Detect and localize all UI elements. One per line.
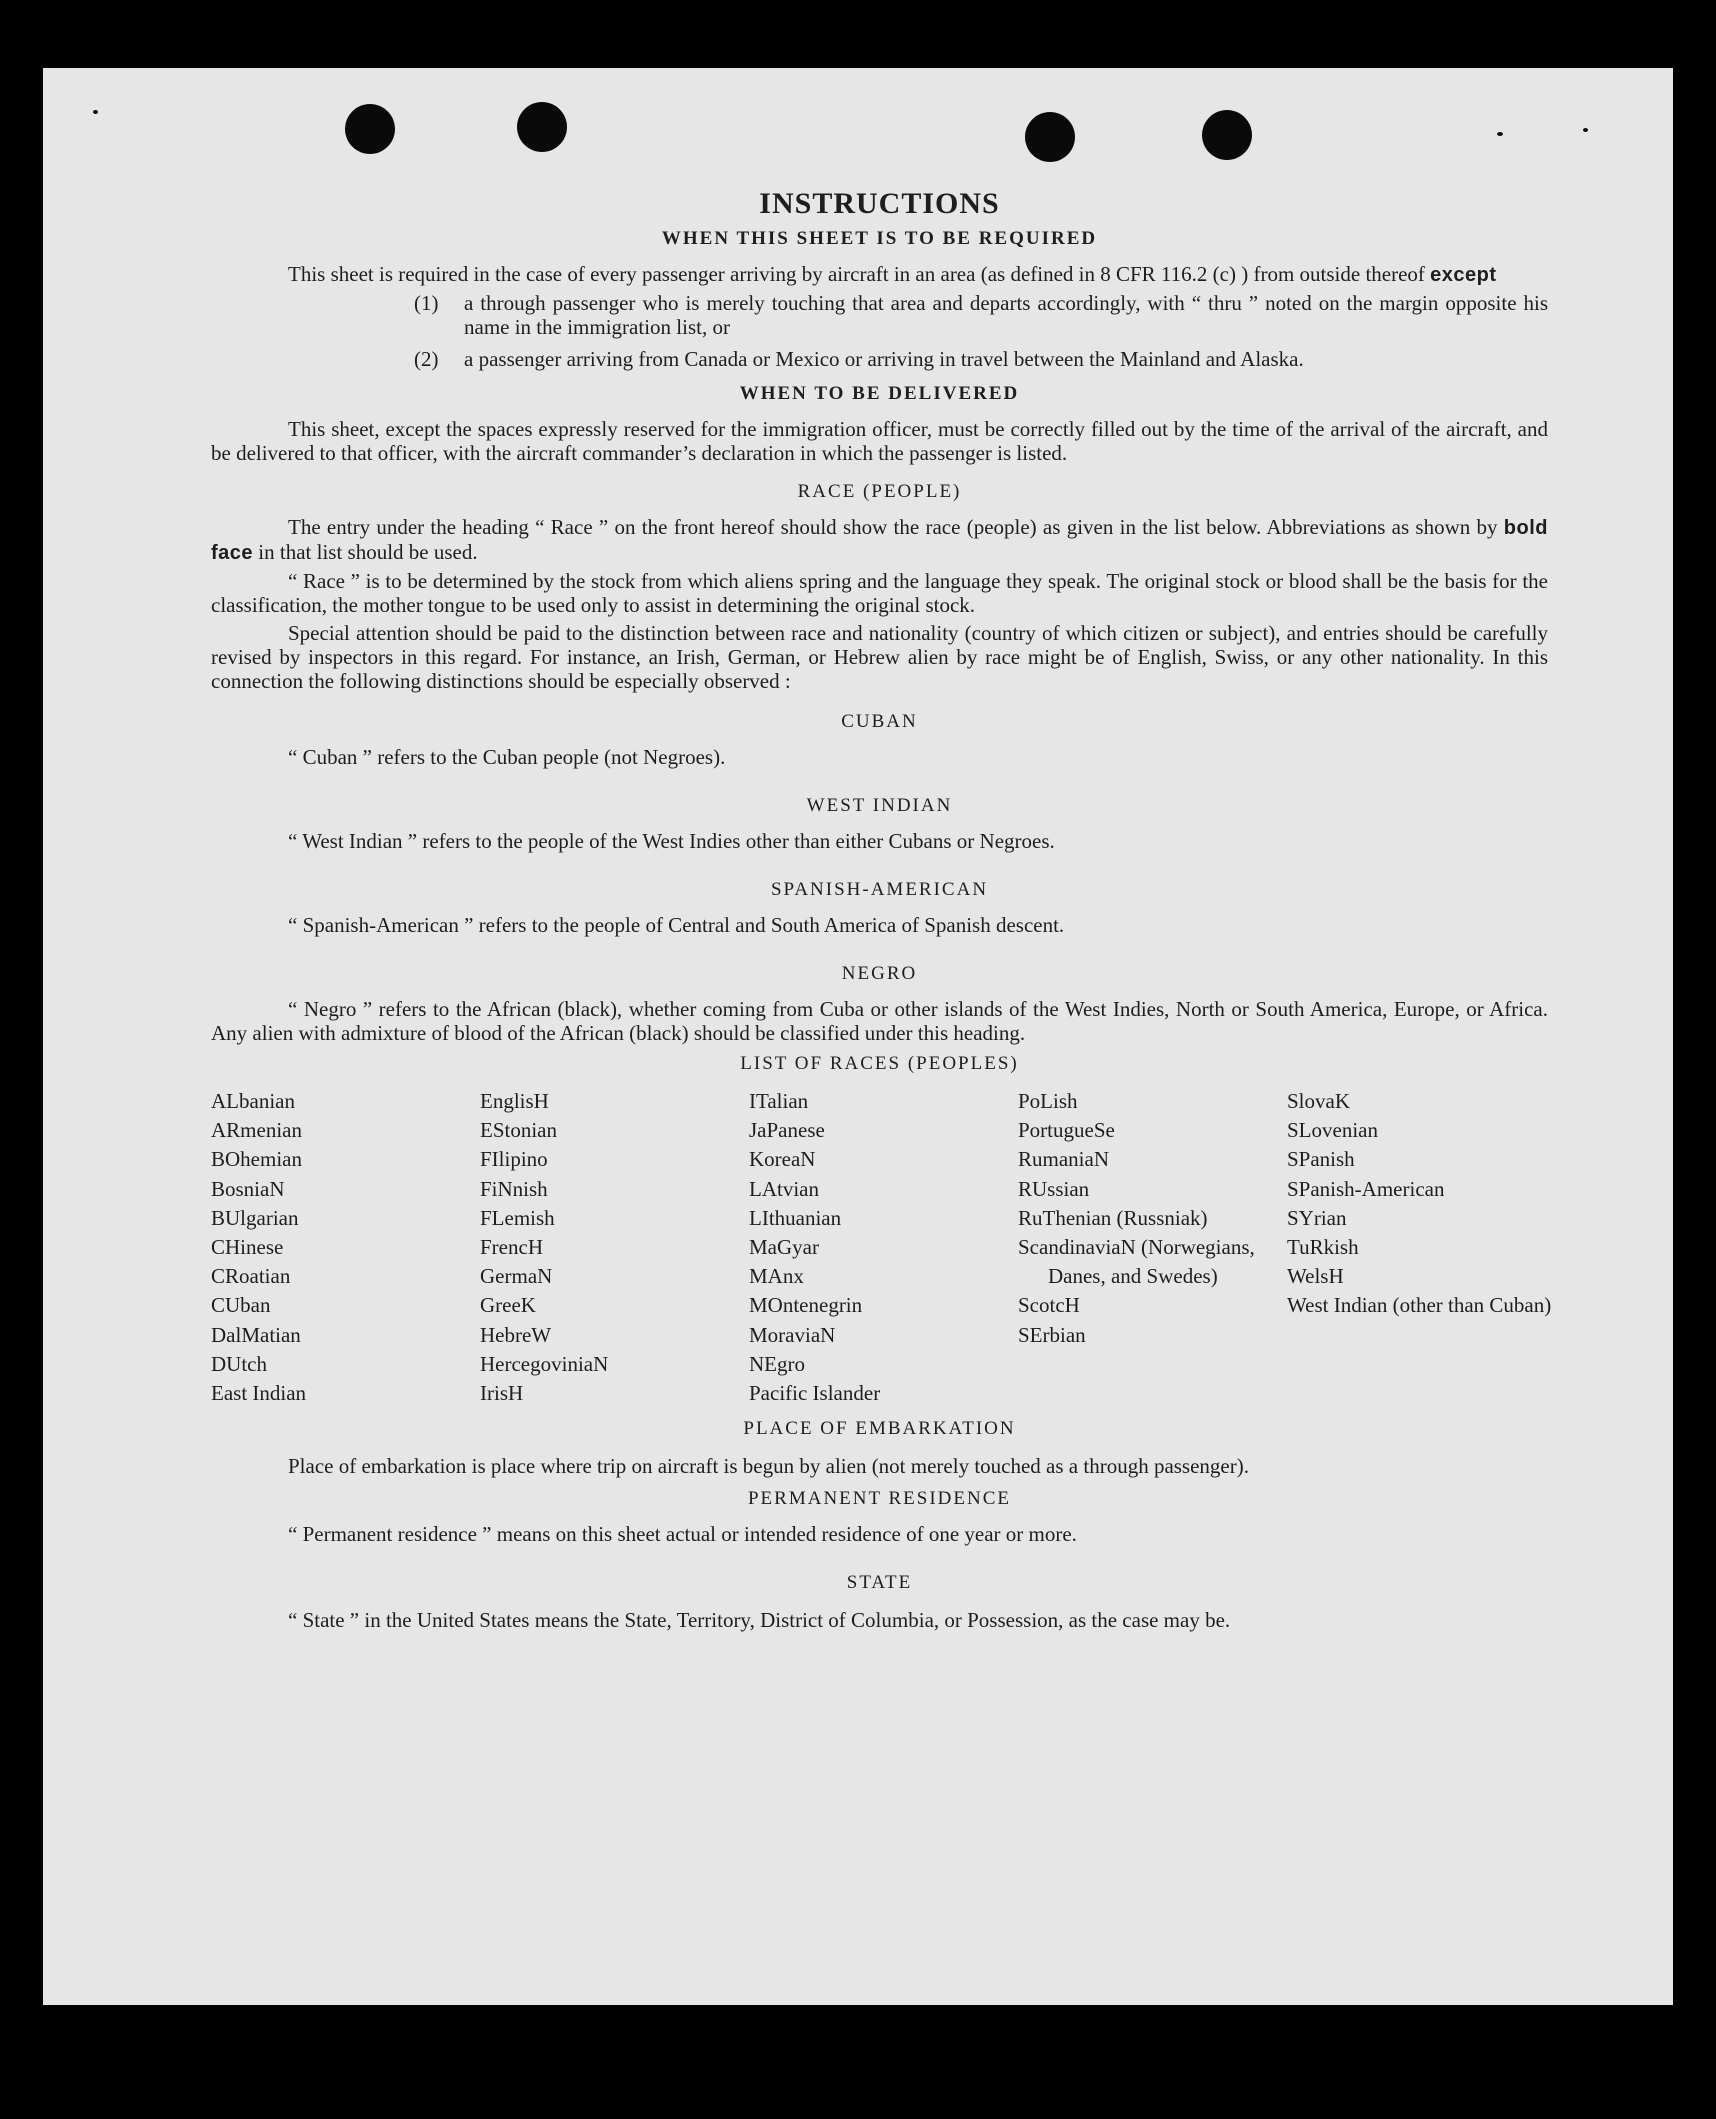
race-entry: GreeK: [480, 1293, 536, 1318]
race-entry: SYrian: [1287, 1205, 1347, 1230]
race-entry: HercegoviniaN: [480, 1351, 609, 1376]
race-entry: RUssian: [1018, 1176, 1090, 1201]
race-entry: West Indian (other than Cuban): [1287, 1293, 1552, 1318]
place-of-embarkation-text: Place of embarkation is place where trip on aircraft is begun by alien (not merely touched as a through passenger).: [288, 1454, 1249, 1479]
ink-speck: [93, 110, 98, 114]
races-column-3: [749, 1087, 1018, 1408]
race-entry: LIthuanian: [749, 1205, 842, 1230]
punch-hole-1: [345, 104, 395, 154]
race-p1-post: in that list should be used.: [253, 540, 478, 564]
race-entry: CHinese: [211, 1235, 284, 1260]
race-entry: RuThenian (Russniak): [1018, 1205, 1208, 1230]
when-required-intro-text: This sheet is required in the case of every passenger arriving by aircraft in an area (as defined in 8 CFR 116.2 (c) ) from outside thereof: [288, 262, 1431, 286]
race-entry: FLemish: [480, 1205, 555, 1230]
ink-speck: [1583, 128, 1588, 132]
race-entry: FIlipino: [480, 1147, 548, 1172]
race-entry: WelsH: [1287, 1264, 1344, 1289]
race-entry: FrencH: [480, 1235, 543, 1260]
race-entry: Pacific Islander: [749, 1381, 881, 1406]
negro-text: “ Negro ” refers to the African (black), whether coming from Cuba or other islands of the West Indies, North or South America, Europe, or Africa. Any alien with admixture of blood of the African (black) should be classified under this heading.: [211, 997, 1548, 1045]
races-column-5: [1287, 1087, 1556, 1408]
cuban-text: “ Cuban ” refers to the Cuban people (not Negroes).: [288, 745, 726, 769]
race-entry: ScotcH: [1018, 1293, 1080, 1318]
ink-speck: [1497, 132, 1503, 136]
exception-item-2: [414, 347, 1548, 371]
punch-hole-3: [1025, 112, 1075, 162]
state-text: “ State ” in the United States means the State, Territory, District of Columbia, or Possession, as the case may be.: [288, 1608, 1231, 1633]
permanent-residence-text: “ Permanent residence ” means on this sheet actual or intended residence of one year or more.: [288, 1522, 1077, 1547]
race-entry: JaPanese: [749, 1118, 825, 1143]
race-entry: East Indian: [211, 1381, 307, 1406]
instructions-content: [211, 186, 1552, 1635]
race-paragraph-3: Special attention should be paid to the distinction between race and nationality (country of which citizen or subject), and entries should be carefully revised by inspectors in this regard. For instance, an Irish, German, or Hebrew alien by race might be of English, Swiss, or any other nationality. In this connection the following distinctions should be especially observed :: [211, 621, 1548, 693]
race-entry: MaGyar: [749, 1235, 819, 1260]
race-entry: IrisH: [480, 1381, 524, 1406]
race-entry: ALbanian: [211, 1089, 295, 1113]
heading-negro: NEGRO: [841, 963, 918, 984]
race-entry: RumaniaN: [1018, 1147, 1109, 1172]
race-entry: ScandinaviaN (Norwegians, Danes, and Swedes): [1018, 1235, 1255, 1289]
heading-list-of-races: LIST OF RACES (PEOPLES): [740, 1053, 1019, 1074]
race-entry: EStonian: [480, 1118, 557, 1143]
race-entry: SLovenian: [1287, 1118, 1378, 1143]
heading-place-of-embarkation: PLACE OF EMBARKATION: [743, 1418, 1016, 1440]
heading-race: RACE (PEOPLE): [797, 481, 962, 502]
heading-spanish-american: SPANISH-AMERICAN: [770, 879, 989, 900]
race-entry: PortugueSe: [1018, 1118, 1115, 1143]
race-entry: LAtvian: [749, 1176, 819, 1201]
heading-state: STATE: [846, 1572, 913, 1594]
heading-when-delivered: WHEN TO BE DELIVERED: [739, 383, 1020, 404]
race-entry: NEgro: [749, 1351, 805, 1376]
race-entry: BosniaN: [211, 1176, 285, 1201]
when-required-intro: [211, 262, 1548, 287]
race-paragraph-1: [211, 515, 1548, 565]
races-column-1: [211, 1087, 480, 1408]
race-entry: SlovaK: [1287, 1089, 1350, 1113]
page-title: INSTRUCTIONS: [759, 187, 1000, 220]
race-entry: KoreaN: [749, 1147, 816, 1172]
race-entry: MOntenegrin: [749, 1293, 863, 1318]
race-entry: TuRkish: [1287, 1235, 1359, 1260]
race-entry: SPanish: [1287, 1147, 1355, 1172]
race-entry: MAnx: [749, 1264, 804, 1289]
race-entry: CUban: [211, 1293, 271, 1318]
when-delivered-text: This sheet, except the spaces expressly reserved for the immigration officer, must be correctly filled out by the time of the arrival of the aircraft, and be delivered to that officer, with the aircraft commander’s declaration in which the passenger is listed.: [211, 417, 1548, 465]
race-entry: GermaN: [480, 1264, 553, 1289]
exception-item-1: [414, 291, 1548, 339]
race-entry: DUtch: [211, 1351, 267, 1376]
document-sheet: [43, 68, 1673, 2005]
punch-hole-4: [1202, 110, 1252, 160]
race-paragraph-2: “ Race ” is to be determined by the stock from which aliens spring and the language they speak. The original stock or blood shall be the basis for the classification, the mother tongue to be used only to assist in determining the original stock.: [211, 569, 1548, 617]
race-p1-bold: bold face: [211, 517, 1548, 564]
when-required-except: except: [1430, 264, 1497, 286]
race-entry: CRoatian: [211, 1264, 291, 1289]
exception-item-text: a through passenger who is merely touching that area and departs accordingly, with “ thru ” noted on the margin opposite his name in the immigration list, or: [464, 291, 1548, 339]
race-entry: EnglisH: [480, 1089, 549, 1113]
exception-item-number: (1): [414, 291, 439, 315]
heading-when-required: WHEN THIS SHEET IS TO BE REQUIRED: [661, 228, 1098, 249]
races-column-2: [480, 1087, 749, 1408]
race-entry: ARmenian: [211, 1118, 302, 1143]
race-entry: BUlgarian: [211, 1205, 299, 1230]
race-entry: SPanish-American: [1287, 1176, 1445, 1201]
race-entry: DalMatian: [211, 1322, 301, 1347]
race-entry: SErbian: [1018, 1322, 1086, 1347]
spanish-american-text: “ Spanish-American ” refers to the people of Central and South America of Spanish descent.: [288, 913, 1065, 937]
race-entry: FiNnish: [480, 1176, 548, 1201]
race-entry: ITalian: [749, 1089, 809, 1113]
race-p1-pre: The entry under the heading “ Race ” on the front hereof should show the race (people) as given in the list below. Abbreviations as shown by: [288, 515, 1504, 539]
race-entry: PoLish: [1018, 1089, 1078, 1113]
west-indian-text: “ West Indian ” refers to the people of the West Indies other than either Cubans or Negroes.: [288, 829, 1055, 853]
punch-hole-2: [517, 102, 567, 152]
heading-cuban: CUBAN: [841, 711, 918, 732]
heading-permanent-residence: PERMANENT RESIDENCE: [747, 1488, 1012, 1510]
race-entry: BOhemian: [211, 1147, 302, 1172]
races-table: [211, 1087, 1552, 1408]
races-column-4: [1018, 1087, 1287, 1408]
exception-item-number: (2): [414, 347, 439, 371]
exception-item-text: a passenger arriving from Canada or Mexico or arriving in travel between the Mainland and Alaska.: [464, 347, 1304, 371]
race-entry: HebreW: [480, 1322, 552, 1347]
heading-west-indian: WEST INDIAN: [806, 795, 953, 816]
race-entry: MoraviaN: [749, 1322, 836, 1347]
